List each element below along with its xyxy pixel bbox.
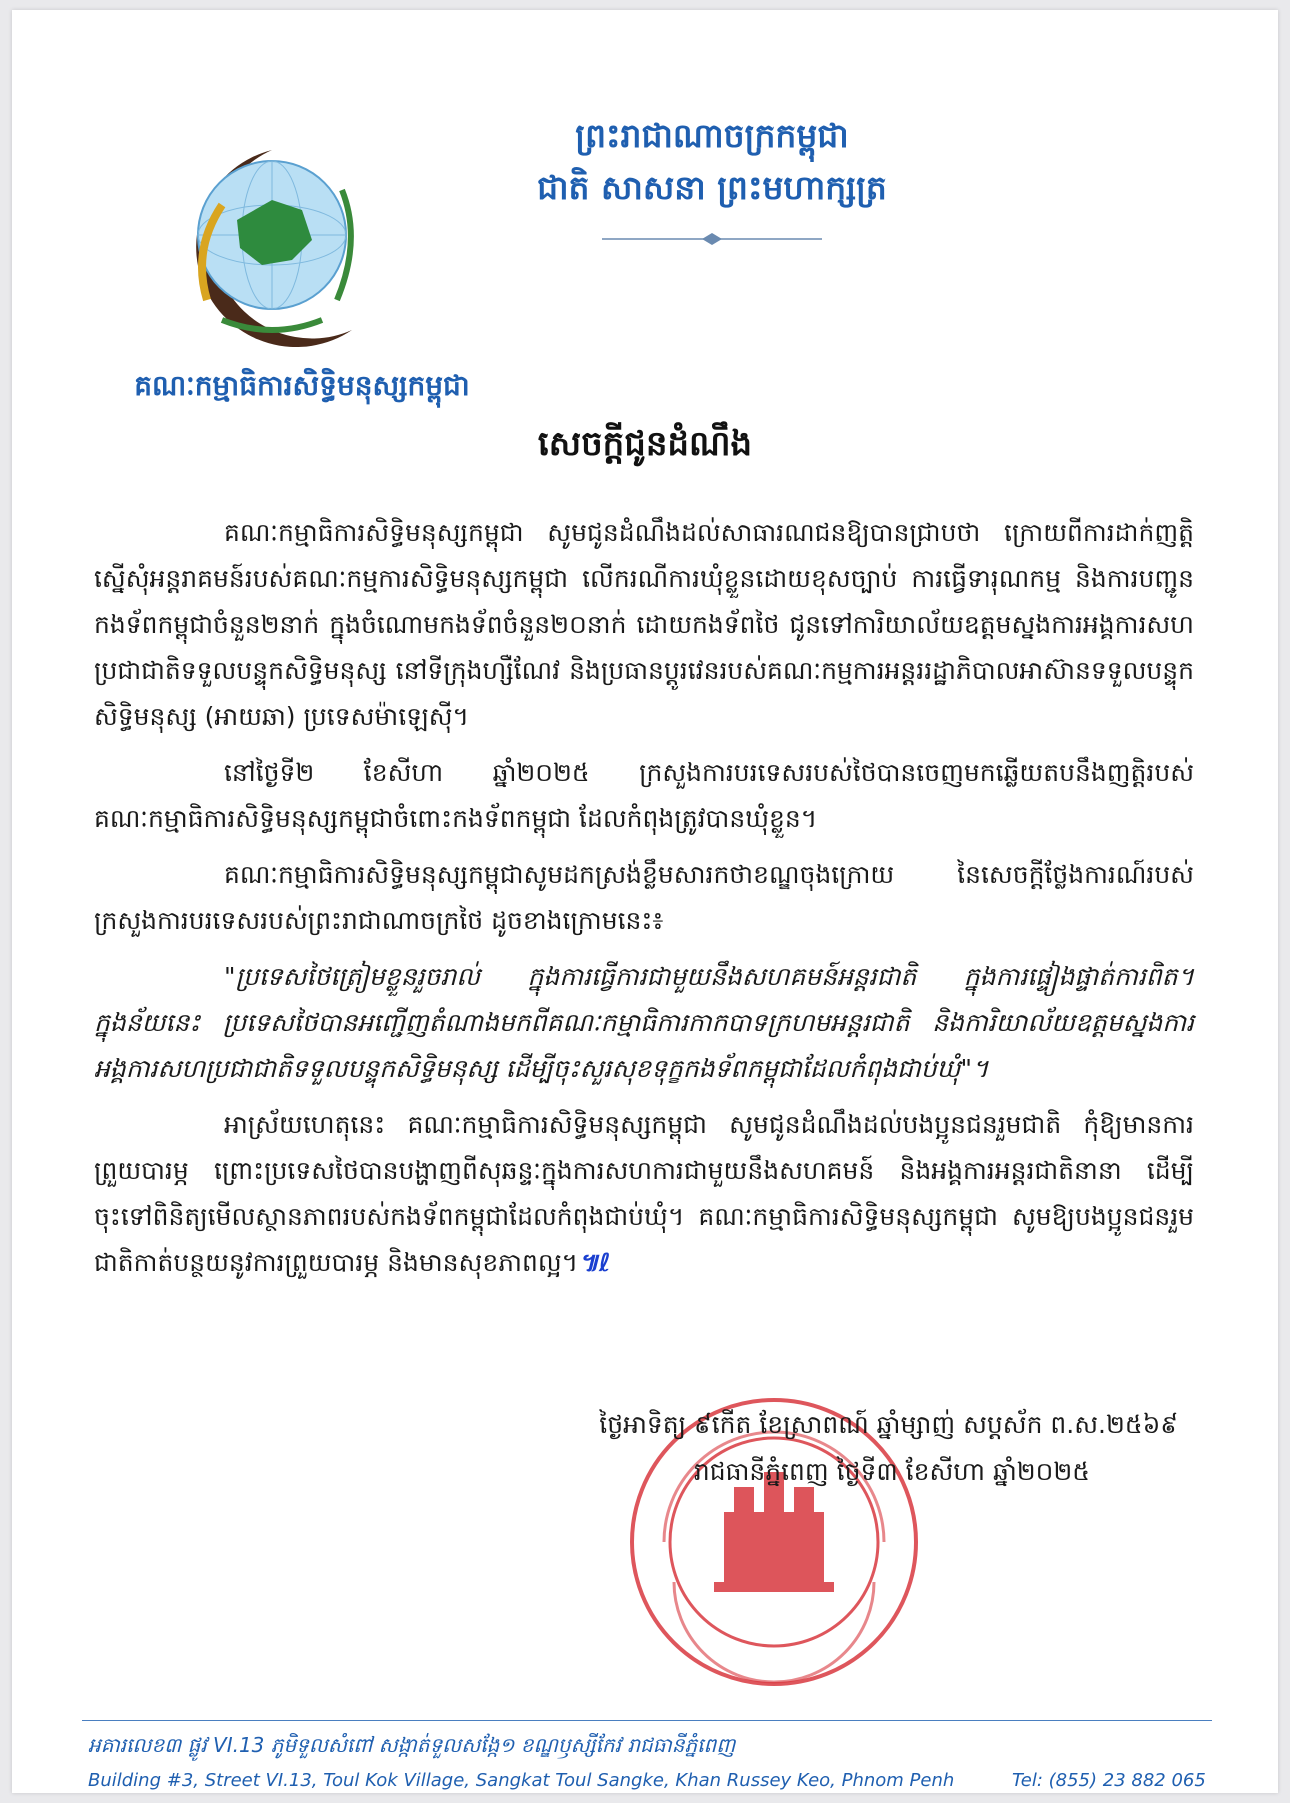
kingdom-line-1: ព្រះរាជាណាចក្រកម្ពុជា bbox=[575, 116, 849, 155]
footer-telephone: Tel: (855) 23 882 065 bbox=[1012, 1770, 1206, 1791]
solar-date: រាជធានីភ្នំពេញ ថ្ងៃទី៣ ខែសីហា ឆ្នាំ២០២៥ bbox=[693, 1457, 1090, 1486]
letter-body bbox=[94, 510, 1194, 1296]
quote-paragraph: "ប្រទេសថៃត្រៀមខ្លួនរួចរាល់ ក្នុងការធ្វើការជាមួយនឹងសហគមន៍អន្តរជាតិ ក្នុងការផ្ទៀងផ្ទាត់ការពិត។ ក្នុងន័យនេះ ប្រទេសថៃបានអញ្ជើញតំណាងមកពីគណៈកម្មាធិការកាកបាទក្រហមអន្តរជាតិ និងការិយាល័យឧត្តមស្នងការអង្គការសហប្រជាជាតិទទួលបន្ទុកសិទ្ធិមនុស្ស ដើម្បីចុះសួរសុខទុក្ខកងទ័ពកម្ពុជាដែលកំពុងជាប់ឃុំ"។ bbox=[94, 962, 1194, 1083]
initial-mark: ៕ℓ bbox=[578, 1248, 611, 1277]
ornament-divider bbox=[602, 232, 822, 246]
kingdom-header bbox=[472, 110, 952, 214]
paragraph-4 bbox=[94, 1102, 1194, 1286]
footer-address-english: Building #3, Street VI.13, Toul Kok Village, Sangkat Toul Sangke, Khan Russey Keo, Phnom Penh bbox=[88, 1770, 955, 1791]
paragraph-2: នៅថ្ងៃទី២ ខែសីហា ឆ្នាំ២០២៥ ក្រសួងការបរទេសរបស់ថៃបានចេញមកឆ្លើយតបនឹងញត្តិរបស់គណៈកម្មាធិការសិទ្ធិមនុស្សកម្ពុជាចំពោះកងទ័ពកម្ពុជា ដែលកំពុងត្រូវបានឃុំខ្លួន។ bbox=[94, 758, 1194, 833]
lunar-date: ថ្ងៃអាទិត្យ ៩កើត ខែស្រាពណ៍ ឆ្នាំម្សាញ់ សប្តស័ក ព.ស.២៥៦៩ bbox=[599, 1410, 1178, 1439]
organization-logo bbox=[152, 130, 392, 360]
footer-divider bbox=[82, 1720, 1212, 1721]
organization-name: គណៈកម្មាធិការសិទ្ធិមនុស្សកម្ពុជា bbox=[134, 369, 470, 402]
paragraph-4-text: អាស្រ័យហេតុនេះ គណៈកម្មាធិការសិទ្ធិមនុស្សកម្ពុជា សូមជូនដំណឹងដល់បងប្អូនជនរួមជាតិ កុំឱ្យមានការព្រួយបារម្ភ ព្រោះប្រទេសថៃបានបង្ហាញពីសុឆន្ទៈក្នុងការសហការជាមួយនឹងសហគមន៍ និងអង្គការអន្តរជាតិនានា ដើម្បីចុះទៅពិនិត្យមើលស្ថានភាពរបស់កងទ័ពកម្ពុជាដែលកំពុងជាប់ឃុំ។ គណៈកម្មាធិការសិទ្ធិមនុស្សកម្ពុជា សូមឱ្យបងប្អូនជនរួមជាតិកាត់បន្ថយនូវការព្រួយបារម្ភ និងមានសុខភាពល្អ។ bbox=[94, 1110, 1194, 1277]
page-title: សេចក្តីជូនដំណឹង bbox=[537, 424, 753, 464]
paragraph-3: គណៈកម្មាធិការសិទ្ធិមនុស្សកម្ពុជាសូមដកស្រង់ខ្លឹមសារកថាខណ្ឌចុងក្រោយ នៃសេចក្តីថ្លែងការណ៍របស់ក្រសួងការបរទេសរបស់ព្រះរាជាណាចក្រថៃ ដូចខាងក្រោមនេះ៖ bbox=[94, 860, 1194, 935]
footer-address-khmer: អគារលេខ៣ ផ្លូវ VI.13 ភូមិទួលសំពៅ សង្កាត់ទួលសង្កែ១ ខណ្ឌឫស្សីកែវ រាជធានីភ្នំពេញ bbox=[88, 1733, 736, 1757]
letter-page bbox=[12, 10, 1278, 1793]
kingdom-line-2: ជាតិ សាសនា ព្រះមហាក្សត្រ bbox=[537, 168, 887, 207]
paragraph-1: គណៈកម្មាធិការសិទ្ធិមនុស្សកម្ពុជា សូមជូនដំណឹងដល់សាធារណជនឱ្យបានជ្រាបថា ក្រោយពីការដាក់ញត្តិស្នើសុំអន្តរាគមន៍របស់គណៈកម្មការសិទ្ធិមនុស្សកម្ពុជា លើករណីការឃុំខ្លួនដោយខុសច្បាប់ ការធ្វើទារុណកម្ម និងការបញ្ជូនកងទ័ពកម្ពុជាចំនួន២នាក់ ក្នុងចំណោមកងទ័ពចំនួន២០នាក់ ដោយកងទ័ពថៃ ជូនទៅការិយាល័យឧត្តមស្នងការអង្គការសហប្រជាជាតិទទួលបន្ទុកសិទ្ធិមនុស្ស នៅទីក្រុងហ្សឺណែវ និងប្រធានប្តូរវេនរបស់គណៈកម្មការអន្តររដ្ឋាភិបាលអាស៊ានទទួលបន្ទុកសិទ្ធិមនុស្ស (អាយឆា) ប្រទេសម៉ាឡេស៊ី។ bbox=[94, 518, 1194, 731]
